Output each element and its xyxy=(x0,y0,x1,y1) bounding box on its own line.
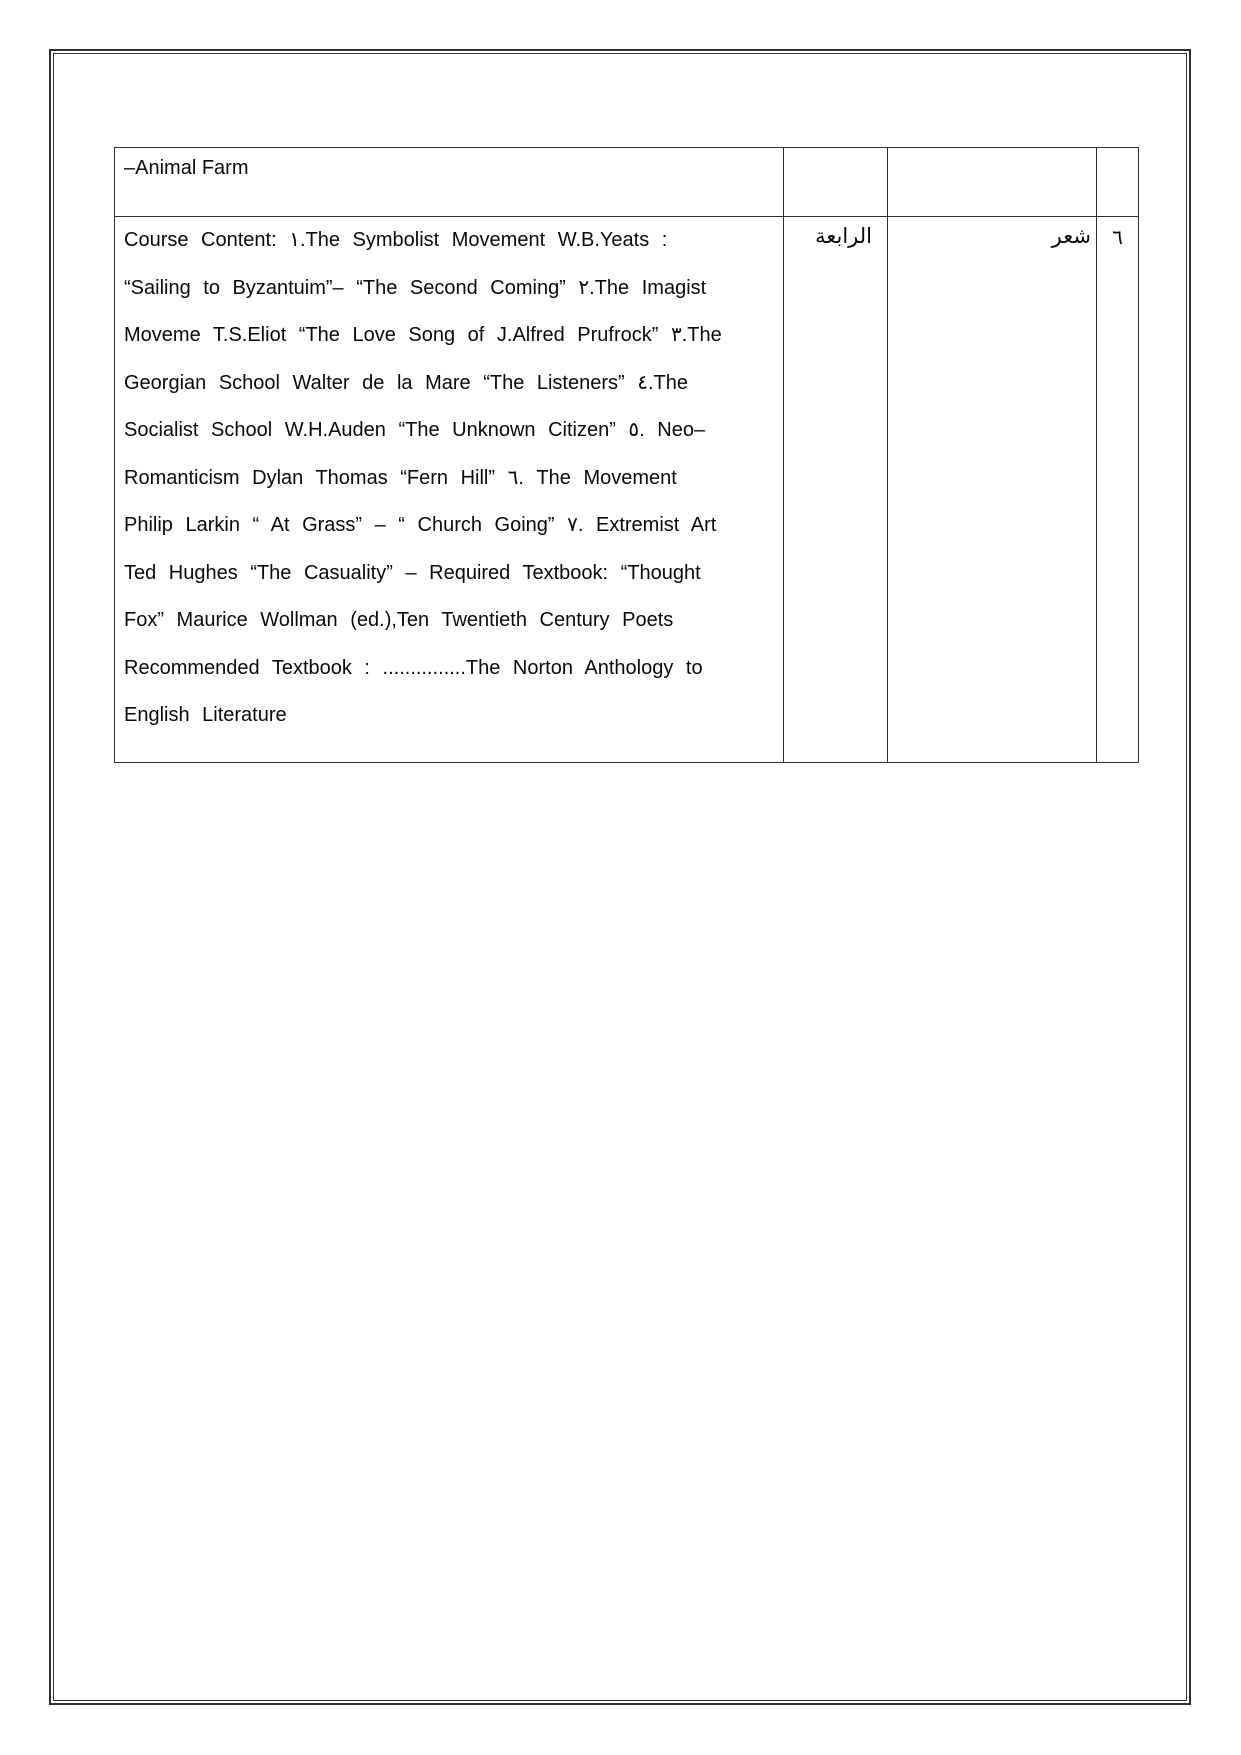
content-line: Moveme T.S.Eliot “The Love Song of J.Alfred Prufrock” ٣.The xyxy=(124,324,722,346)
content-line: Socialist School W.H.Auden “The Unknown Citizen” ٥. Neo– xyxy=(124,419,706,441)
content-line: Course Content: ١.The Symbolist Movement W.B.Yeats : xyxy=(124,229,668,251)
content-line: Recommended Textbook : ...............The Norton Anthology to xyxy=(124,656,703,679)
cell-number: ٦ xyxy=(1097,217,1139,763)
cell-subject-empty xyxy=(888,148,1097,217)
cell-subject: شعر xyxy=(888,217,1097,763)
content-line: Philip Larkin “ At Grass” – “ Church Going” ٧. Extremist Art xyxy=(124,514,717,536)
content-line: Romanticism Dylan Thomas “Fern Hill” ٦. The Movement xyxy=(124,466,677,489)
content-line: Fox” Maurice Wollman (ed.),Ten Twentieth Century Poets xyxy=(124,609,674,631)
cell-stage-empty xyxy=(784,148,888,217)
content-line: English Literature xyxy=(124,704,287,726)
cell-stage: الرابعة xyxy=(784,217,888,763)
cell-animal-farm: –Animal Farm xyxy=(115,148,784,217)
content-line: Georgian School Walter de la Mare “The Listeners” ٤.The xyxy=(124,371,689,394)
cell-number-empty xyxy=(1097,148,1139,217)
table-row-course-content xyxy=(115,217,1139,763)
content-line: “Sailing to Byzantuim”– “The Second Coming” ٢.The Imagist xyxy=(124,276,707,299)
content-line: Ted Hughes “The Casuality” – Required Textbook: “Thought xyxy=(124,561,701,584)
table-row-animal-farm xyxy=(115,148,1139,217)
cell-course-content xyxy=(115,217,784,763)
course-table xyxy=(114,147,1139,763)
